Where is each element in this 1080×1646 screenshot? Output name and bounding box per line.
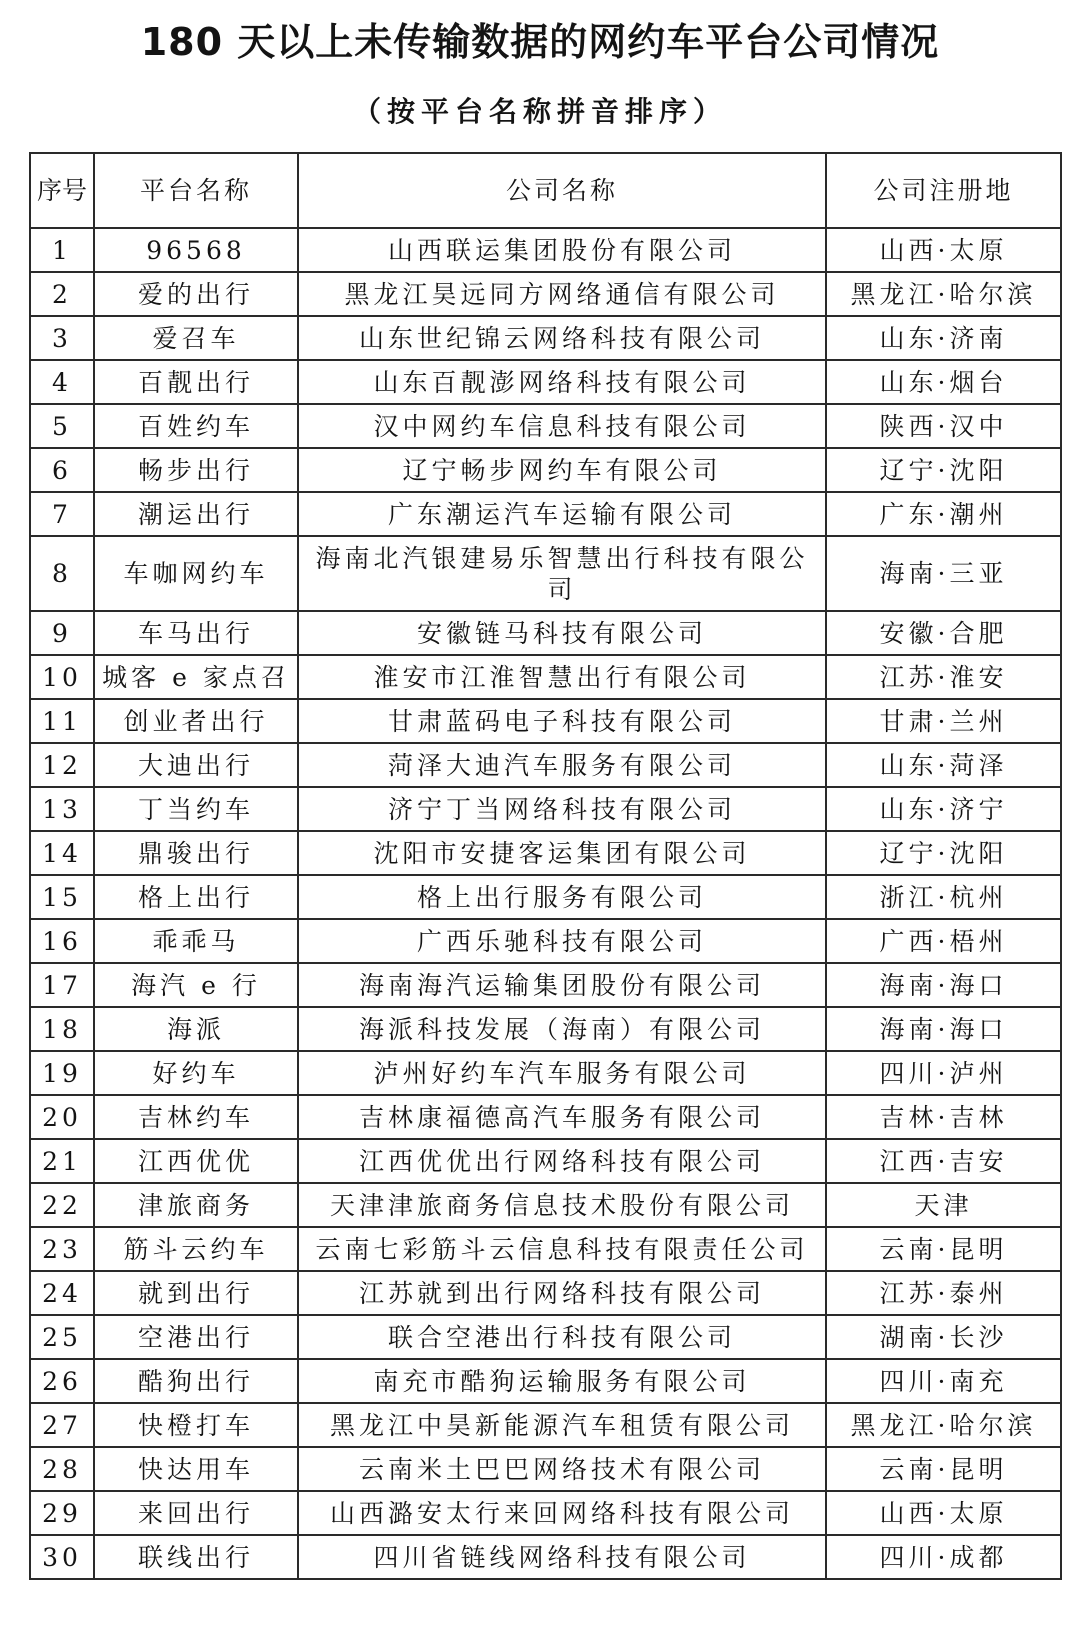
platform-table	[29, 152, 1062, 1580]
table-row	[30, 1535, 1061, 1579]
cell-index: 28	[30, 1447, 94, 1491]
cell-location: 山东·烟台	[826, 360, 1061, 404]
table-row	[30, 1491, 1061, 1535]
cell-company: 安徽链马科技有限公司	[298, 611, 826, 655]
cell-index: 8	[30, 536, 94, 611]
cell-company: 广东潮运汽车运输有限公司	[298, 492, 826, 536]
cell-platform: 来回出行	[94, 1491, 298, 1535]
table-row	[30, 1403, 1061, 1447]
table-row	[30, 655, 1061, 699]
cell-company: 甘肃蓝码电子科技有限公司	[298, 699, 826, 743]
cell-index: 24	[30, 1271, 94, 1315]
cell-company: 辽宁畅步网约车有限公司	[298, 448, 826, 492]
cell-platform: 江西优优	[94, 1139, 298, 1183]
table-row	[30, 1095, 1061, 1139]
cell-location: 江苏·泰州	[826, 1271, 1061, 1315]
cell-company: 汉中网约车信息科技有限公司	[298, 404, 826, 448]
cell-location: 云南·昆明	[826, 1227, 1061, 1271]
cell-company: 黑龙江昊远同方网络通信有限公司	[298, 272, 826, 316]
table-row	[30, 1051, 1061, 1095]
cell-index: 13	[30, 787, 94, 831]
cell-location: 广西·梧州	[826, 919, 1061, 963]
cell-location: 海南·海口	[826, 1007, 1061, 1051]
header-company: 公司名称	[298, 153, 826, 228]
table-row	[30, 1183, 1061, 1227]
table-row	[30, 787, 1061, 831]
cell-platform: 鼎骏出行	[94, 831, 298, 875]
cell-index: 6	[30, 448, 94, 492]
cell-platform: 好约车	[94, 1051, 298, 1095]
cell-company: 联合空港出行科技有限公司	[298, 1315, 826, 1359]
cell-platform: 百靓出行	[94, 360, 298, 404]
cell-location: 广东·潮州	[826, 492, 1061, 536]
table-row	[30, 919, 1061, 963]
table-row	[30, 1139, 1061, 1183]
header-row	[30, 153, 1061, 228]
cell-platform: 爱召车	[94, 316, 298, 360]
cell-location: 黑龙江·哈尔滨	[826, 1403, 1061, 1447]
cell-company: 江苏就到出行网络科技有限公司	[298, 1271, 826, 1315]
cell-platform: 吉林约车	[94, 1095, 298, 1139]
cell-location: 辽宁·沈阳	[826, 831, 1061, 875]
cell-platform: 乖乖马	[94, 919, 298, 963]
cell-platform: 酷狗出行	[94, 1359, 298, 1403]
table-row	[30, 611, 1061, 655]
cell-location: 海南·海口	[826, 963, 1061, 1007]
table-row	[30, 448, 1061, 492]
table-row	[30, 316, 1061, 360]
cell-company: 云南米土巴巴网络技术有限公司	[298, 1447, 826, 1491]
cell-index: 19	[30, 1051, 94, 1095]
table-body	[30, 228, 1061, 1579]
cell-platform: 畅步出行	[94, 448, 298, 492]
cell-platform: 潮运出行	[94, 492, 298, 536]
cell-platform: 车咖网约车	[94, 536, 298, 611]
cell-index: 22	[30, 1183, 94, 1227]
table-row	[30, 699, 1061, 743]
cell-company: 山东百靓澎网络科技有限公司	[298, 360, 826, 404]
table-row	[30, 743, 1061, 787]
table-row	[30, 963, 1061, 1007]
cell-company: 淮安市江淮智慧出行有限公司	[298, 655, 826, 699]
cell-platform: 96568	[94, 228, 298, 272]
cell-location: 云南·昆明	[826, 1447, 1061, 1491]
cell-index: 25	[30, 1315, 94, 1359]
cell-company: 海南北汽银建易乐智慧出行科技有限公司	[298, 536, 826, 611]
cell-location: 吉林·吉林	[826, 1095, 1061, 1139]
header-location: 公司注册地	[826, 153, 1061, 228]
cell-location: 辽宁·沈阳	[826, 448, 1061, 492]
cell-company: 天津津旅商务信息技术股份有限公司	[298, 1183, 826, 1227]
cell-index: 20	[30, 1095, 94, 1139]
cell-platform: 车马出行	[94, 611, 298, 655]
cell-company: 山东世纪锦云网络科技有限公司	[298, 316, 826, 360]
cell-index: 11	[30, 699, 94, 743]
cell-company: 济宁丁当网络科技有限公司	[298, 787, 826, 831]
cell-company: 菏泽大迪汽车服务有限公司	[298, 743, 826, 787]
cell-company: 沈阳市安捷客运集团有限公司	[298, 831, 826, 875]
cell-company: 云南七彩筋斗云信息科技有限责任公司	[298, 1227, 826, 1271]
cell-index: 9	[30, 611, 94, 655]
cell-index: 26	[30, 1359, 94, 1403]
cell-location: 海南·三亚	[826, 536, 1061, 611]
cell-index: 23	[30, 1227, 94, 1271]
cell-index: 7	[30, 492, 94, 536]
cell-company: 格上出行服务有限公司	[298, 875, 826, 919]
cell-platform: 就到出行	[94, 1271, 298, 1315]
cell-location: 山东·菏泽	[826, 743, 1061, 787]
cell-platform: 快橙打车	[94, 1403, 298, 1447]
cell-index: 16	[30, 919, 94, 963]
cell-index: 10	[30, 655, 94, 699]
cell-platform: 格上出行	[94, 875, 298, 919]
cell-index: 2	[30, 272, 94, 316]
cell-company: 黑龙江中昊新能源汽车租赁有限公司	[298, 1403, 826, 1447]
cell-location: 甘肃·兰州	[826, 699, 1061, 743]
cell-platform: 海派	[94, 1007, 298, 1051]
cell-company: 四川省链线网络科技有限公司	[298, 1535, 826, 1579]
cell-location: 江苏·淮安	[826, 655, 1061, 699]
cell-index: 14	[30, 831, 94, 875]
cell-platform: 联线出行	[94, 1535, 298, 1579]
cell-company: 南充市酷狗运输服务有限公司	[298, 1359, 826, 1403]
cell-index: 3	[30, 316, 94, 360]
cell-index: 29	[30, 1491, 94, 1535]
table-row	[30, 1271, 1061, 1315]
cell-company: 泸州好约车汽车服务有限公司	[298, 1051, 826, 1095]
cell-location: 湖南·长沙	[826, 1315, 1061, 1359]
cell-platform: 快达用车	[94, 1447, 298, 1491]
cell-platform: 海汽 e 行	[94, 963, 298, 1007]
table-row	[30, 492, 1061, 536]
cell-location: 安徽·合肥	[826, 611, 1061, 655]
cell-location: 四川·南充	[826, 1359, 1061, 1403]
cell-location: 山西·太原	[826, 228, 1061, 272]
cell-location: 山东·济宁	[826, 787, 1061, 831]
cell-platform: 筋斗云约车	[94, 1227, 298, 1271]
table-row	[30, 831, 1061, 875]
document-title: 180 天以上未传输数据的网约车平台公司情况	[140, 20, 940, 64]
cell-location: 天津	[826, 1183, 1061, 1227]
cell-index: 4	[30, 360, 94, 404]
cell-location: 四川·泸州	[826, 1051, 1061, 1095]
cell-index: 1	[30, 228, 94, 272]
table-row	[30, 360, 1061, 404]
cell-index: 12	[30, 743, 94, 787]
cell-index: 30	[30, 1535, 94, 1579]
cell-index: 17	[30, 963, 94, 1007]
cell-location: 江西·吉安	[826, 1139, 1061, 1183]
document-subtitle: （按平台名称拼音排序）	[352, 95, 727, 128]
cell-platform: 城客 e 家点召	[94, 655, 298, 699]
table-row	[30, 1315, 1061, 1359]
cell-index: 15	[30, 875, 94, 919]
table-row	[30, 875, 1061, 919]
table-row	[30, 272, 1061, 316]
table-row	[30, 1359, 1061, 1403]
cell-company: 江西优优出行网络科技有限公司	[298, 1139, 826, 1183]
table-row	[30, 228, 1061, 272]
cell-platform: 丁当约车	[94, 787, 298, 831]
table-row	[30, 1227, 1061, 1271]
cell-index: 18	[30, 1007, 94, 1051]
cell-platform: 创业者出行	[94, 699, 298, 743]
cell-platform: 爱的出行	[94, 272, 298, 316]
cell-company: 山西潞安太行来回网络科技有限公司	[298, 1491, 826, 1535]
cell-company: 海南海汽运输集团股份有限公司	[298, 963, 826, 1007]
header-platform: 平台名称	[94, 153, 298, 228]
cell-company: 山西联运集团股份有限公司	[298, 228, 826, 272]
header-index: 序号	[30, 153, 94, 228]
cell-platform: 百姓约车	[94, 404, 298, 448]
cell-index: 27	[30, 1403, 94, 1447]
table-row	[30, 404, 1061, 448]
table-row	[30, 1447, 1061, 1491]
cell-location: 山西·太原	[826, 1491, 1061, 1535]
cell-location: 陕西·汉中	[826, 404, 1061, 448]
cell-location: 四川·成都	[826, 1535, 1061, 1579]
cell-platform: 大迪出行	[94, 743, 298, 787]
table-row	[30, 1007, 1061, 1051]
cell-index: 5	[30, 404, 94, 448]
cell-platform: 津旅商务	[94, 1183, 298, 1227]
cell-company: 吉林康福德高汽车服务有限公司	[298, 1095, 826, 1139]
cell-company: 海派科技发展（海南）有限公司	[298, 1007, 826, 1051]
cell-location: 山东·济南	[826, 316, 1061, 360]
table-row	[30, 536, 1061, 611]
cell-index: 21	[30, 1139, 94, 1183]
cell-company: 广西乐驰科技有限公司	[298, 919, 826, 963]
cell-location: 黑龙江·哈尔滨	[826, 272, 1061, 316]
cell-location: 浙江·杭州	[826, 875, 1061, 919]
cell-platform: 空港出行	[94, 1315, 298, 1359]
table-header	[30, 153, 1061, 228]
